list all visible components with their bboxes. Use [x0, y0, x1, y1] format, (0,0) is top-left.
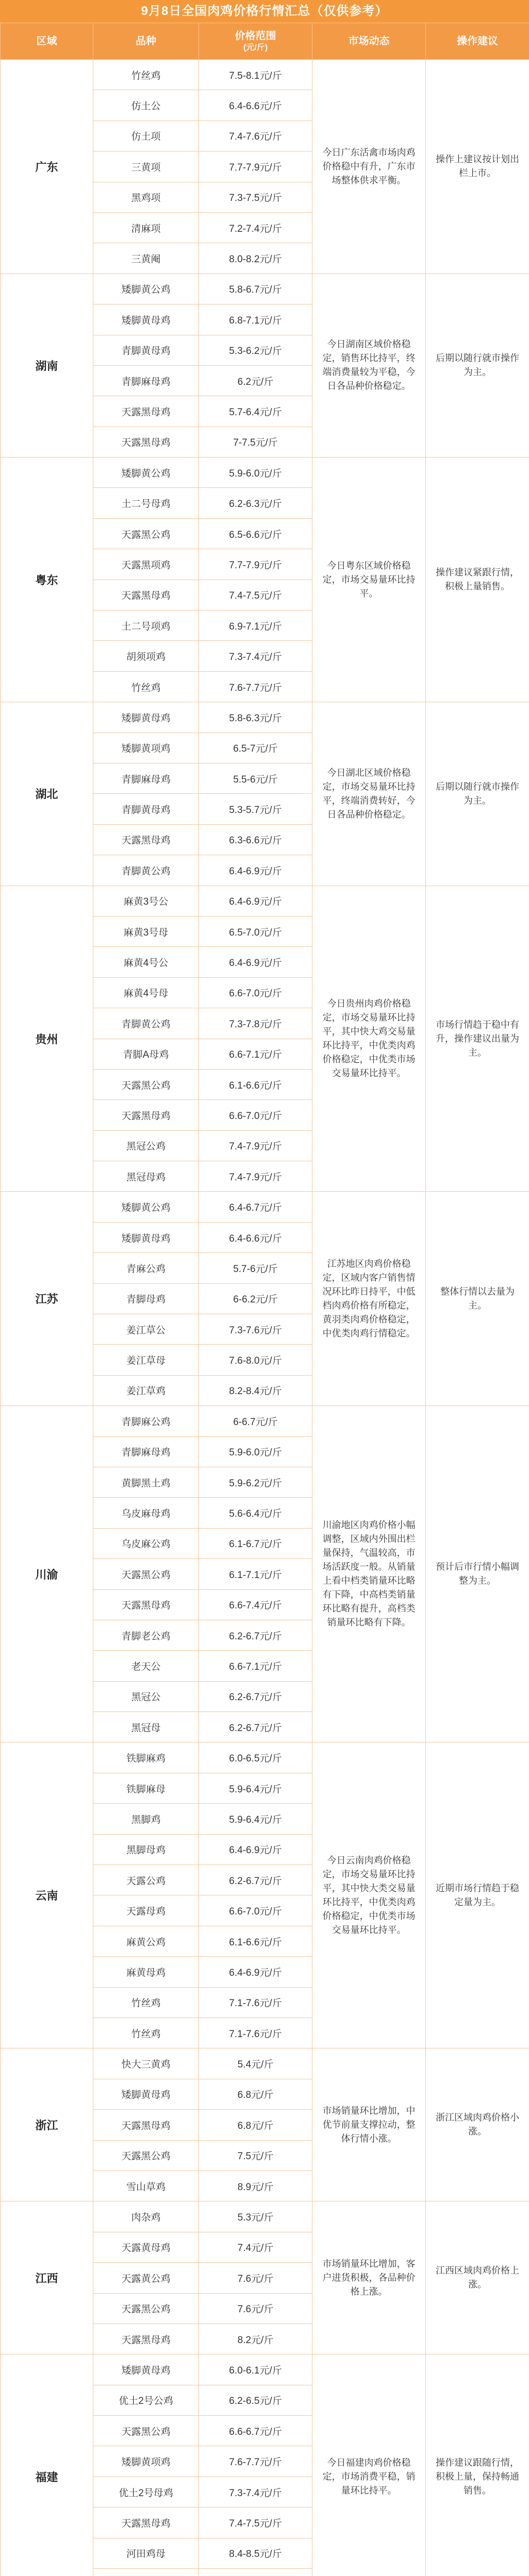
variety-cell: 青脚麻母鸡 — [93, 365, 199, 396]
variety-cell: 矮脚黄母鸡 — [93, 304, 199, 335]
header-row — [1, 23, 529, 60]
market-dynamics-cell: 今日广东活禽市场肉鸡价格稳中有升，广东市场整体供求平衡。 — [312, 60, 426, 274]
variety-cell: 矮脚黄公鸡 — [93, 274, 199, 304]
variety-cell: 快大三黄鸡 — [93, 2048, 199, 2079]
price-cell: 5.5-6元/斤 — [199, 763, 312, 793]
variety-cell: 矮脚黄公鸡 — [93, 1192, 199, 1222]
price-cell: 5.7-6元/斤 — [199, 1253, 312, 1283]
variety-cell: 矮脚黄项鸡 — [93, 733, 199, 763]
table-row — [1, 886, 529, 916]
price-cell: 6.0-6.5元/斤 — [199, 1742, 312, 1773]
operation-advice-cell: 预计后市行情小幅调整为主。 — [426, 1406, 529, 1742]
variety-cell: 土二号母鸡 — [93, 488, 199, 518]
region-cell: 湖南 — [1, 274, 93, 457]
variety-cell: 天露黑母鸡 — [93, 396, 199, 427]
market-dynamics-cell: 江苏地区肉鸡价格稳定，区域内客户销售情况环比昨日持平，中低档肉鸡价格有所稳定，黄羽类肉鸡价格稳定，中优类肉鸡行情稳定。 — [312, 1192, 426, 1406]
column-header-price-label: 价格范围 — [235, 30, 276, 42]
column-header-dynamics: 市场动态 — [312, 23, 426, 60]
price-cell: 6.9-7.1元/斤 — [199, 611, 312, 641]
price-cell: 8.2元/斤 — [199, 2324, 312, 2354]
variety-cell: 竹丝鸡 — [93, 671, 199, 702]
variety-cell: 竹丝鸡 — [93, 1987, 199, 2018]
variety-cell: 青脚黄母鸡 — [93, 794, 199, 824]
variety-cell: 青脚麻母鸡 — [93, 1436, 199, 1467]
price-cell: 6.2-6.7元/斤 — [199, 1620, 312, 1650]
variety-cell: 姜江草公 — [93, 1314, 199, 1345]
region-cell: 贵州 — [1, 886, 93, 1192]
operation-advice-cell: 操作上建议按计划出栏上市。 — [426, 60, 529, 274]
operation-advice-cell: 后期以随行就市操作为主。 — [426, 702, 529, 886]
operation-advice-cell: 操作建议跟随行情，积极上量，保持畅通销售。 — [426, 2354, 529, 2576]
column-header-price — [199, 23, 312, 60]
price-cell: 6.6-7.0元/斤 — [199, 977, 312, 1008]
price-cell: 5.9-6.0元/斤 — [199, 1436, 312, 1467]
price-cell: 6.8元/斤 — [199, 2110, 312, 2140]
operation-advice-cell: 市场行情趋于稳中有升，操作建议出量为主。 — [426, 886, 529, 1192]
price-cell: 5.8-6.3元/斤 — [199, 702, 312, 733]
market-dynamics-cell: 今日福建肉鸡价格稳定，市场消费平稳，销量环比持平。 — [312, 2354, 426, 2576]
price-cell: 6.1-7.1元/斤 — [199, 1559, 312, 1589]
price-cell: 7.3-7.6元/斤 — [199, 1314, 312, 1345]
variety-cell: 优土2号公鸡 — [93, 2385, 199, 2415]
variety-cell: 青脚老公鸡 — [93, 1620, 199, 1650]
price-cell: 6.1-6.6元/斤 — [199, 1069, 312, 1099]
variety-cell: 青脚黄母鸡 — [93, 335, 199, 365]
price-cell: 7.1-7.6元/斤 — [199, 1987, 312, 2018]
region-cell: 川渝 — [1, 1406, 93, 1742]
variety-cell: 姜江草鸡 — [93, 1375, 199, 1405]
variety-cell: 天露黑项鸡 — [93, 549, 199, 580]
variety-cell: 天露黑公鸡 — [93, 1069, 199, 1099]
price-cell: 6.5-7元/斤 — [199, 733, 312, 763]
market-dynamics-cell: 今日云南肉鸡价格稳定，市场交易量环比持平，其中快大类交易量环比持平，中优类肉鸡价格稳定，中优类市场交易量环比持平。 — [312, 1742, 426, 2048]
variety-cell: 矮脚黄项鸡 — [93, 2446, 199, 2477]
price-cell: 7.6-7.7元/斤 — [199, 671, 312, 702]
price-cell: 7.7-7.9元/斤 — [199, 549, 312, 580]
table-header — [1, 23, 529, 60]
price-cell: 6.5-7.0元/斤 — [199, 916, 312, 946]
region-cell: 粤东 — [1, 457, 93, 702]
table-row — [1, 457, 529, 488]
variety-cell: 姜江草母 — [93, 1345, 199, 1375]
table-row — [1, 274, 529, 304]
variety-cell: 青脚母鸡 — [93, 1283, 199, 1314]
variety-cell: 黑脚母鸡 — [93, 1834, 199, 1865]
price-cell: 6.6-7.1元/斤 — [199, 1039, 312, 1069]
variety-cell: 黑冠母 — [93, 1712, 199, 1742]
table-row — [1, 60, 529, 90]
price-cell: 6.8-7.1元/斤 — [199, 304, 312, 335]
price-cell: 7.6元/斤 — [199, 2293, 312, 2324]
variety-cell: 青脚黄公鸡 — [93, 1008, 199, 1039]
variety-cell: 清麻项 — [93, 212, 199, 243]
variety-cell: 麻黄4号公 — [93, 947, 199, 977]
column-header-variety: 品种 — [93, 23, 199, 60]
table-row — [1, 1406, 529, 1436]
variety-cell: 竹丝鸡 — [93, 2018, 199, 2048]
price-cell: 7.4-7.9元/斤 — [199, 1130, 312, 1161]
variety-cell: 肉杂鸡 — [93, 2201, 199, 2232]
price-cell: 7.6元/斤 — [199, 2263, 312, 2293]
price-cell: 7.3-7.4元/斤 — [199, 2477, 312, 2507]
variety-cell: 铁脚麻母 — [93, 1773, 199, 1803]
price-cell: 5.3元/斤 — [199, 2201, 312, 2232]
price-cell: 7.3-7.4元/斤 — [199, 641, 312, 671]
page-title: 9月8日全国肉鸡价格行情汇总（仅供参考） — [0, 0, 529, 23]
price-cell: 6.8元/斤 — [199, 2079, 312, 2109]
variety-cell: 天露黄公鸡 — [93, 2263, 199, 2293]
price-cell: 6.4-6.9元/斤 — [199, 886, 312, 916]
variety-cell: 铁脚麻鸡 — [93, 1742, 199, 1773]
region-cell: 湖北 — [1, 702, 93, 886]
variety-cell: 竹丝鸡 — [93, 60, 199, 90]
variety-cell: 天露黑母鸡 — [93, 580, 199, 610]
variety-cell: 三黄项 — [93, 151, 199, 182]
price-cell: 7.6-7.7元/斤 — [199, 2446, 312, 2477]
price-cell: 6.2-6.7元/斤 — [199, 1712, 312, 1742]
variety-cell: 麻黄3号母 — [93, 916, 199, 946]
market-dynamics-cell: 川渝地区肉鸡价格小幅调整，区域内外围出栏量保持，气温较高，市场活跃度一般。从销量上看中档类销量环比略有下降，中高档类销量环比略有提升，高档类销量环比略有下降。 — [312, 1406, 426, 1742]
region-cell: 江西 — [1, 2201, 93, 2354]
variety-cell: 黑脚鸡 — [93, 1804, 199, 1834]
variety-cell: 矮脚黄母鸡 — [93, 2079, 199, 2109]
table-row — [1, 1192, 529, 1222]
region-cell: 浙江 — [1, 2048, 93, 2201]
variety-cell: 天露黑母鸡 — [93, 2507, 199, 2538]
variety-cell: 仿土公 — [93, 90, 199, 121]
operation-advice-cell: 后期以随行就市操作为主。 — [426, 274, 529, 457]
price-cell: 5.6-6.4元/斤 — [199, 1498, 312, 1528]
variety-cell: 青脚麻公鸡 — [93, 1406, 199, 1436]
price-cell: 6.4-6.6元/斤 — [199, 1222, 312, 1252]
region-cell: 云南 — [1, 1742, 93, 2048]
operation-advice-cell: 近期市场行情趋于稳定量为主。 — [426, 1742, 529, 2048]
price-cell: 6.1-6.6元/斤 — [199, 1926, 312, 1956]
table-row — [1, 2201, 529, 2232]
variety-cell: 矮脚黄公鸡 — [93, 457, 199, 488]
price-cell: 6.2-6.7元/斤 — [199, 1865, 312, 1895]
region-cell: 广东 — [1, 60, 93, 274]
variety-cell: 雪山草鸡 — [93, 2171, 199, 2201]
variety-cell: 黄脚黑土鸡 — [93, 1467, 199, 1497]
price-cell: 7.3-7.8元/斤 — [199, 1008, 312, 1039]
table-row — [1, 2354, 529, 2385]
variety-cell: 天露黑公鸡 — [93, 2140, 199, 2171]
variety-cell: 青脚麻母鸡 — [93, 763, 199, 793]
variety-cell: 老天公 — [93, 1651, 199, 1681]
column-header-region: 区域 — [1, 23, 93, 60]
price-cell: 5.9-6.0元/斤 — [199, 457, 312, 488]
price-cell: 7.4-7.9元/斤 — [199, 1161, 312, 1192]
variety-cell: 麻黄3号公 — [93, 886, 199, 916]
price-cell: 6.5-6.6元/斤 — [199, 518, 312, 549]
price-cell: 6.0-6.1元/斤 — [199, 2354, 312, 2385]
variety-cell: 仿土项 — [93, 121, 199, 151]
operation-advice-cell: 江西区域肉鸡价格上涨。 — [426, 2201, 529, 2354]
variety-cell: 天露黑母鸡 — [93, 1100, 199, 1130]
variety-cell: 土二号项鸡 — [93, 611, 199, 641]
price-cell: 7.1-7.6元/斤 — [199, 2018, 312, 2048]
variety-cell: 天露黑母鸡 — [93, 427, 199, 457]
price-cell: 6.6-7.0元/斤 — [199, 1895, 312, 1926]
variety-cell — [93, 2569, 199, 2576]
market-dynamics-cell: 今日贵州肉鸡价格稳定，市场交易量环比持平，其中快大鸡交易量环比持平，中优类肉鸡价格稳定，中优类市场交易量环比持平。 — [312, 886, 426, 1192]
price-cell: 7.4-7.5元/斤 — [199, 580, 312, 610]
price-table — [0, 23, 529, 2576]
price-cell: 6-6.7元/斤 — [199, 1406, 312, 1436]
column-header-price-unit: (元/斤) — [243, 43, 268, 52]
variety-cell: 青麻公鸡 — [93, 1253, 199, 1283]
variety-cell: 天露黑公鸡 — [93, 2416, 199, 2446]
market-dynamics-cell: 今日湖南区域价格稳定，销售环比持平，终端消费量较为平稳，今日各品种价格稳定。 — [312, 274, 426, 457]
operation-advice-cell: 整体行情以去量为主。 — [426, 1192, 529, 1406]
price-cell: 6.4-6.9元/斤 — [199, 1957, 312, 1987]
price-cell: 6.2-6.7元/斤 — [199, 1681, 312, 1711]
operation-advice-cell: 操作建议紧跟行情，积极上量销售。 — [426, 457, 529, 702]
price-cell: 6.4-6.9元/斤 — [199, 855, 312, 886]
variety-cell: 麻黄公鸡 — [93, 1926, 199, 1956]
variety-cell: 天露黑母鸡 — [93, 824, 199, 855]
table-row — [1, 1742, 529, 1773]
variety-cell: 青脚A母鸡 — [93, 1039, 199, 1069]
variety-cell: 天露黑公鸡 — [93, 2293, 199, 2324]
variety-cell: 黑冠公鸡 — [93, 1130, 199, 1161]
operation-advice-cell: 浙江区域肉鸡价格小涨。 — [426, 2048, 529, 2201]
price-cell: 7.4-7.5元/斤 — [199, 2507, 312, 2538]
variety-cell: 矮脚黄母鸡 — [93, 2354, 199, 2385]
price-cell: 7.2-7.4元/斤 — [199, 212, 312, 243]
price-cell: 6.2-6.3元/斤 — [199, 488, 312, 518]
price-cell: 7.4-7.6元/斤 — [199, 121, 312, 151]
price-cell: 7.7-7.9元/斤 — [199, 151, 312, 182]
market-dynamics-cell: 今日湖北区域价格稳定，市场交易量环比持平，终端消费转好，今日各品种价格稳定。 — [312, 702, 426, 886]
variety-cell: 黑冠公 — [93, 1681, 199, 1711]
price-cell: 7.5元/斤 — [199, 2140, 312, 2171]
price-cell: 6.6-7.1元/斤 — [199, 1651, 312, 1681]
price-cell: 7.6-8.0元/斤 — [199, 1345, 312, 1375]
price-cell: 5.9-6.2元/斤 — [199, 1467, 312, 1497]
price-cell: 8.2-8.4元/斤 — [199, 1375, 312, 1405]
variety-cell: 矮脚黄母鸡 — [93, 1222, 199, 1252]
variety-cell: 天露公鸡 — [93, 1865, 199, 1895]
price-cell: 6.2-6.5元/斤 — [199, 2385, 312, 2415]
price-cell: 5.3-6.2元/斤 — [199, 335, 312, 365]
price-cell: 7.3-7.5元/斤 — [199, 182, 312, 212]
price-cell: 6.6-7.0元/斤 — [199, 1100, 312, 1130]
table-row — [1, 2048, 529, 2079]
market-dynamics-cell: 市场销量环比增加，中优节前量支撑拉动，整体行情小涨。 — [312, 2048, 426, 2201]
price-cell: 5.3-5.7元/斤 — [199, 794, 312, 824]
price-cell: 5.4元/斤 — [199, 2048, 312, 2079]
price-cell: 6-6.2元/斤 — [199, 1283, 312, 1314]
variety-cell: 胡须项鸡 — [93, 641, 199, 671]
price-cell: 5.7-6.4元/斤 — [199, 396, 312, 427]
variety-cell: 麻黄4号母 — [93, 977, 199, 1008]
price-cell: 7-7.5元/斤 — [199, 427, 312, 457]
price-cell: 5.9-6.4元/斤 — [199, 1773, 312, 1803]
price-cell: 6.2元/斤 — [199, 365, 312, 396]
price-cell: 5.8-6.7元/斤 — [199, 274, 312, 304]
variety-cell: 乌皮麻母鸡 — [93, 1498, 199, 1528]
price-cell: 7.5-8.1元/斤 — [199, 60, 312, 90]
price-cell: 6.4-6.9元/斤 — [199, 947, 312, 977]
price-cell: 6.3-6.6元/斤 — [199, 824, 312, 855]
price-cell: 6.4-6.6元/斤 — [199, 90, 312, 121]
variety-cell: 天露黑公鸡 — [93, 1559, 199, 1589]
variety-cell: 矮脚黄母鸡 — [93, 702, 199, 733]
price-cell: 6.1-6.7元/斤 — [199, 1528, 312, 1558]
table-row — [1, 702, 529, 733]
variety-cell: 天露黑母鸡 — [93, 2324, 199, 2354]
price-cell: 6.6-7.4元/斤 — [199, 1589, 312, 1620]
column-header-advice: 操作建议 — [426, 23, 529, 60]
variety-cell: 天露黑母鸡 — [93, 1589, 199, 1620]
table-body — [1, 60, 529, 2576]
variety-cell: 乌皮麻公鸡 — [93, 1528, 199, 1558]
price-cell: 8.4-8.5元/斤 — [199, 2538, 312, 2568]
market-dynamics-cell: 今日粤东区域价格稳定，市场交易量环比持平。 — [312, 457, 426, 702]
price-cell: 6.6-6.7元/斤 — [199, 2416, 312, 2446]
price-cell: 7.4元/斤 — [199, 2232, 312, 2262]
price-cell: 6.4-6.9元/斤 — [199, 1834, 312, 1865]
variety-cell: 天露黄母鸡 — [93, 2232, 199, 2262]
market-dynamics-cell: 市场销量环比增加，客户进货积极，各品种价格上涨。 — [312, 2201, 426, 2354]
variety-cell: 黑冠母鸡 — [93, 1161, 199, 1192]
price-cell — [199, 2569, 312, 2576]
variety-cell: 黑鸡项 — [93, 182, 199, 212]
variety-cell: 河田鸡母 — [93, 2538, 199, 2568]
price-cell: 5.9-6.4元/斤 — [199, 1804, 312, 1834]
variety-cell: 天露黑母鸡 — [93, 2110, 199, 2140]
variety-cell: 三黄阉 — [93, 243, 199, 274]
region-cell: 江苏 — [1, 1192, 93, 1406]
variety-cell: 优土2号母鸡 — [93, 2477, 199, 2507]
variety-cell: 青脚黄公鸡 — [93, 855, 199, 886]
price-cell: 8.9元/斤 — [199, 2171, 312, 2201]
variety-cell: 麻黄母鸡 — [93, 1957, 199, 1987]
variety-cell: 天露母鸡 — [93, 1895, 199, 1926]
region-cell: 福建 — [1, 2354, 93, 2576]
price-cell: 8.0-8.2元/斤 — [199, 243, 312, 274]
variety-cell: 天露黑公鸡 — [93, 518, 199, 549]
price-cell: 6.4-6.7元/斤 — [199, 1192, 312, 1222]
